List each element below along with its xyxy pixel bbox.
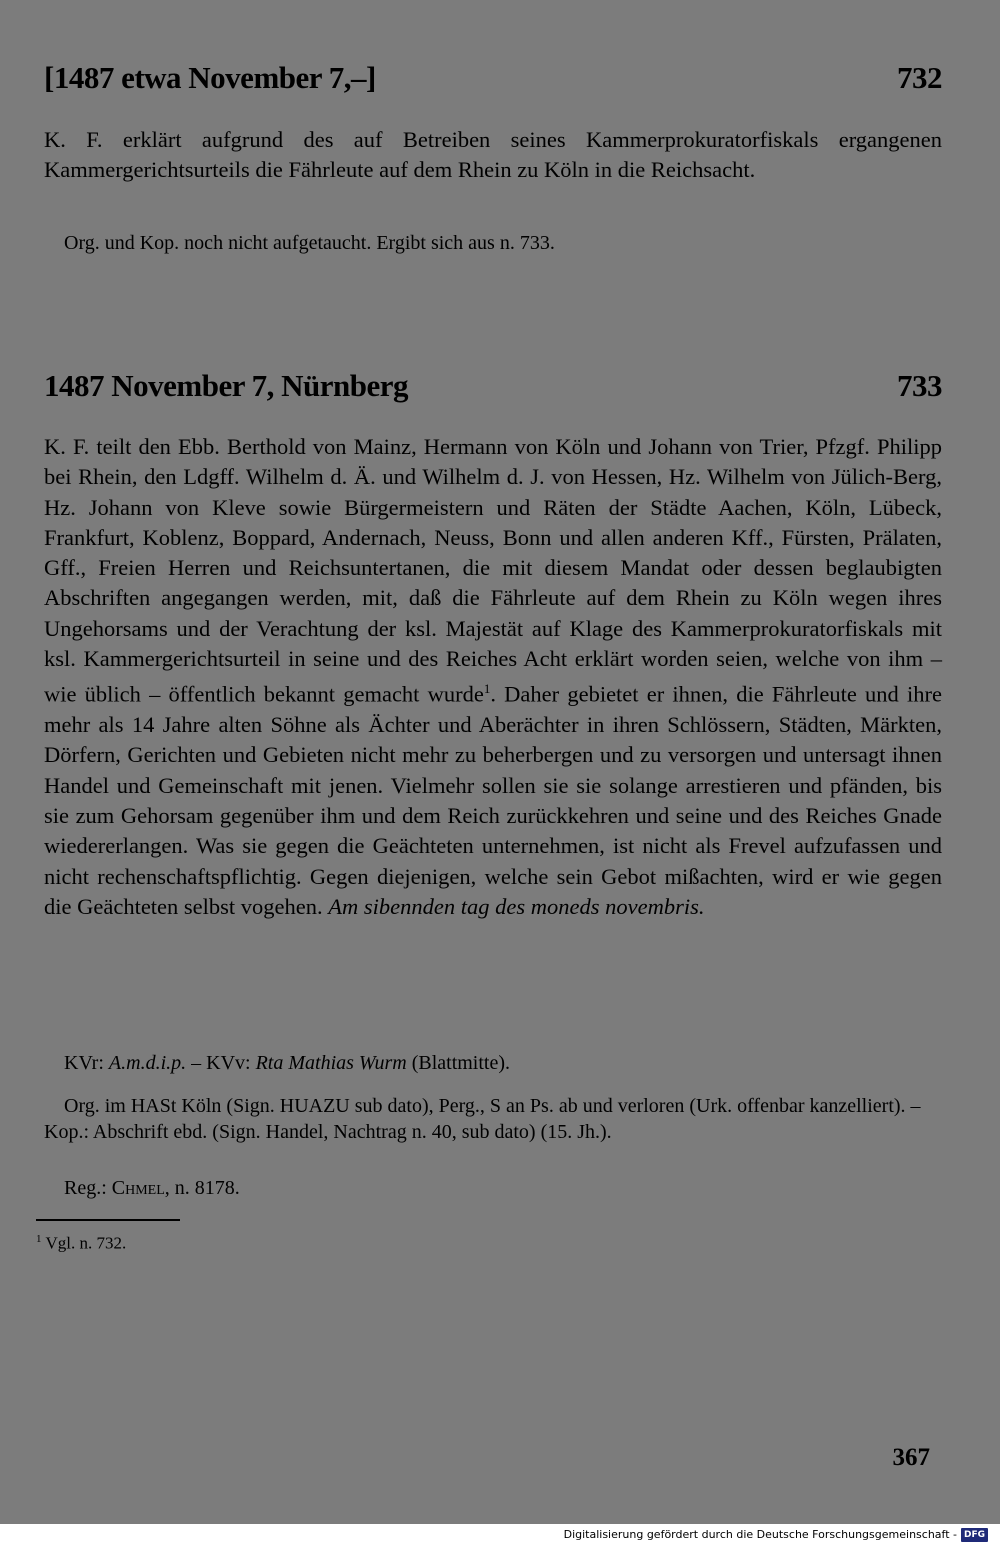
kvv-label: – KVv: (186, 1052, 256, 1074)
regest-reference (44, 1175, 942, 1201)
entry-733-heading (44, 368, 942, 404)
entry-733-body-text: K. F. teilt den Ebb. Berthold von Mainz, Hermann von Köln und Johann von Trier, Pfzgf. Philipp bei Rhein, den Ldgff. Wilhelm d. Ä. und Wilhelm d. J. von Hessen, Hz. Wilhelm von Jülich-Berg, Hz. Johann von Kleve sowie Bürgermeistern und Räten der Städte Aachen, Köln, Lübeck, Frankfurt, Koblenz, Boppard, Andernach, Neuss, Bonn und allen anderen Kff., Fürsten, Prälaten, Gff., Freien Herren und Reichsuntertanen, die mit diesem Mandat oder dessen beglaubigten Abschriften angegangen werden, mit, daß die Fährleute auf dem Rhein zu Köln wegen ihres Ungehorsams und der Verachtung der ksl. Majestät auf Klage des Kammerprokuratorfiskals mit ksl. Kammergerichtsurteil in seine und des Reiches Acht erklärt worden seien, welche von ihm – wie üblich – öffentlich bekannt gemacht wurde (44, 434, 942, 707)
page-number: 367 (892, 1444, 930, 1471)
footer-text: Digitalisierung gefördert durch die Deutsche Forschungsgemeinschaft - (563, 1528, 957, 1541)
entry-732-number: 732 (897, 60, 942, 95)
chancery-notes (44, 1050, 942, 1076)
dfg-logo[interactable]: DFG (961, 1528, 988, 1542)
entry-733-body (44, 432, 942, 922)
footnote-rule (36, 1219, 180, 1221)
kvv-value: Rta Mathias Wurm (255, 1052, 407, 1074)
entry-733-date: 1487 November 7, Nürnberg (44, 368, 409, 403)
entry-733-body-continued: . Daher gebietet er ihnen, die Fährleute und ihre mehr als 14 Jahre alten Söhne als Ächter und Aberächter in ihren Schlössern, Städten, Märkten, Dörfern, Gerichten und Gebieten nicht mehr zu beherbergen und zu versorgen und untersagt ihnen Handel und Gemeinschaft mit jenen. Vielmehr sollen sie sie solange arrestieren und pfänden, bis sie zum Gehorsam gegenüber ihm und dem Reich zurückkehren und seine und des Reiches Gnade wiedererlangen. Was sie gegen die Geächteten unternehmen, ist nicht als Frevel aufzufassen und nicht rechenschaftspflichtig. Gegen diejenigen, welche sein Gebot mißachten, wird er wie gegen die Geächteten selbst vogehen. (44, 681, 942, 919)
footnote-marker: 1 (36, 1233, 42, 1245)
kvr-value: A.m.d.i.p. (108, 1052, 187, 1074)
dating-clause: Am sibennden tag des moneds novembris. (328, 893, 705, 919)
original-source: Org. im HASt Köln (Sign. HUAZU sub dato), Perg., S an Ps. ab und verloren (Urk. offenbar kanzelliert). – Kop.: Abschrift ebd. (Sign. Handel, Nachtrag n. 40, sub dato) (15. Jh.). (44, 1095, 921, 1143)
reg-author: Chmel (111, 1177, 165, 1199)
footnote-text: Vgl. n. 732. (41, 1233, 127, 1253)
digitization-footer (0, 1524, 1000, 1545)
entry-733-number: 733 (897, 368, 942, 403)
entry-732-source: Org. und Kop. noch nicht aufgetaucht. Ergibt sich aus n. 733. (64, 232, 555, 254)
reg-ref: , n. 8178. (164, 1177, 240, 1199)
kvv-note: (Blattmitte). (406, 1052, 511, 1074)
footnote-reference: 1 (483, 681, 491, 697)
entry-732-summary: K. F. erklärt aufgrund des auf Betreiben seines Kammerprokuratorfiskals ergangenen Kammergerichtsurteils die Fährleute auf dem Rhein zu Köln in die Reichsacht. (44, 127, 942, 183)
entry-732-heading (44, 60, 942, 96)
reg-label: Reg.: (64, 1177, 112, 1199)
kvr-label: KVr: (64, 1052, 109, 1074)
footnote (36, 1228, 126, 1255)
entry-732-date: [1487 etwa November 7,–] (44, 60, 376, 95)
